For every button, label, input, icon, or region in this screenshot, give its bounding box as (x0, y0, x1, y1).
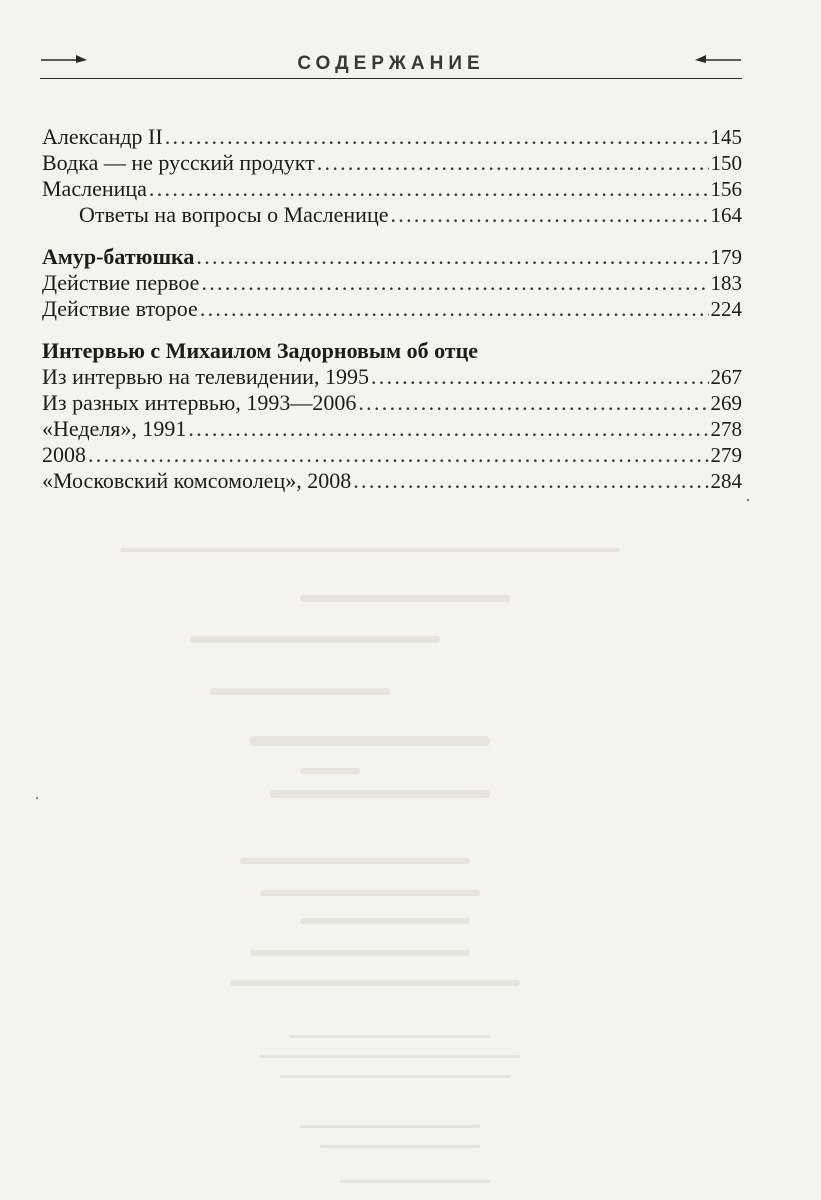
dot-leader (201, 270, 708, 296)
toc-entry (42, 442, 742, 468)
toc-entry-title: Действие второе (42, 296, 198, 321)
toc-entry-page: 145 (710, 125, 742, 149)
toc-entry-page: 183 (710, 271, 742, 295)
toc-entry-page: 279 (710, 443, 742, 467)
toc-entry (42, 150, 742, 176)
toc-entry-page: 284 (710, 469, 742, 493)
dot-leader (149, 176, 709, 202)
toc-entry-page: 179 (710, 245, 742, 269)
dot-leader (390, 202, 708, 228)
toc-entry-title: Александр II (42, 124, 163, 149)
toc-entry-title: Ответы на вопросы о Масленице (79, 202, 389, 227)
toc-entry-title: 2008 (42, 442, 86, 467)
dot-leader (165, 124, 709, 150)
toc-entry-title: «Московский комсомолец», 2008 (42, 468, 352, 493)
toc-entry-page: 224 (710, 297, 742, 321)
page-title: СОДЕРЖАНИЕ (297, 53, 485, 74)
toc-entry-page: 278 (710, 417, 742, 441)
section-gap (42, 322, 742, 338)
toc-entry-title: Действие первое (42, 270, 200, 295)
page-header (40, 52, 742, 80)
toc-section-heading: Интервью с Михаилом Задорновым об отце (42, 338, 479, 363)
toc-entry-page: 267 (710, 365, 742, 389)
toc-entry (42, 296, 742, 322)
dot-leader (188, 416, 708, 442)
toc-section-entry (42, 244, 742, 270)
toc-entry-title: Из разных интервью, 1993—2006 (42, 390, 357, 415)
toc-entry-page: 150 (710, 151, 742, 175)
dot-leader (371, 364, 709, 390)
toc-entry-page: 156 (710, 177, 742, 201)
toc-section-title: Амур-батюшка (42, 244, 195, 269)
section-gap (42, 228, 742, 244)
toc-entry (42, 364, 742, 390)
toc-entry (42, 270, 742, 296)
toc-entry-title: «Неделя», 1991 (42, 416, 187, 441)
dot-leader (358, 390, 708, 416)
toc-entry (42, 390, 742, 416)
toc-entry (42, 468, 742, 494)
dot-leader (353, 468, 708, 494)
toc-entry (42, 124, 742, 150)
toc-entry-title: Водка — не русский продукт (42, 150, 315, 175)
dot-leader (196, 244, 708, 270)
dot-leader (317, 150, 709, 176)
toc-entry (42, 176, 742, 202)
toc-entry (42, 416, 742, 442)
toc-entry-title: Масленица (42, 176, 147, 201)
toc-entry-page: 164 (710, 203, 742, 227)
toc-entry-title: Из интервью на телевидении, 1995 (42, 364, 369, 389)
table-of-contents (42, 124, 742, 494)
arrow-left-icon (692, 52, 742, 72)
toc-subentry (42, 202, 742, 228)
header-rule (40, 78, 742, 79)
toc-entry-page: 269 (710, 391, 742, 415)
dot-leader (88, 442, 709, 468)
dot-leader (200, 296, 709, 322)
